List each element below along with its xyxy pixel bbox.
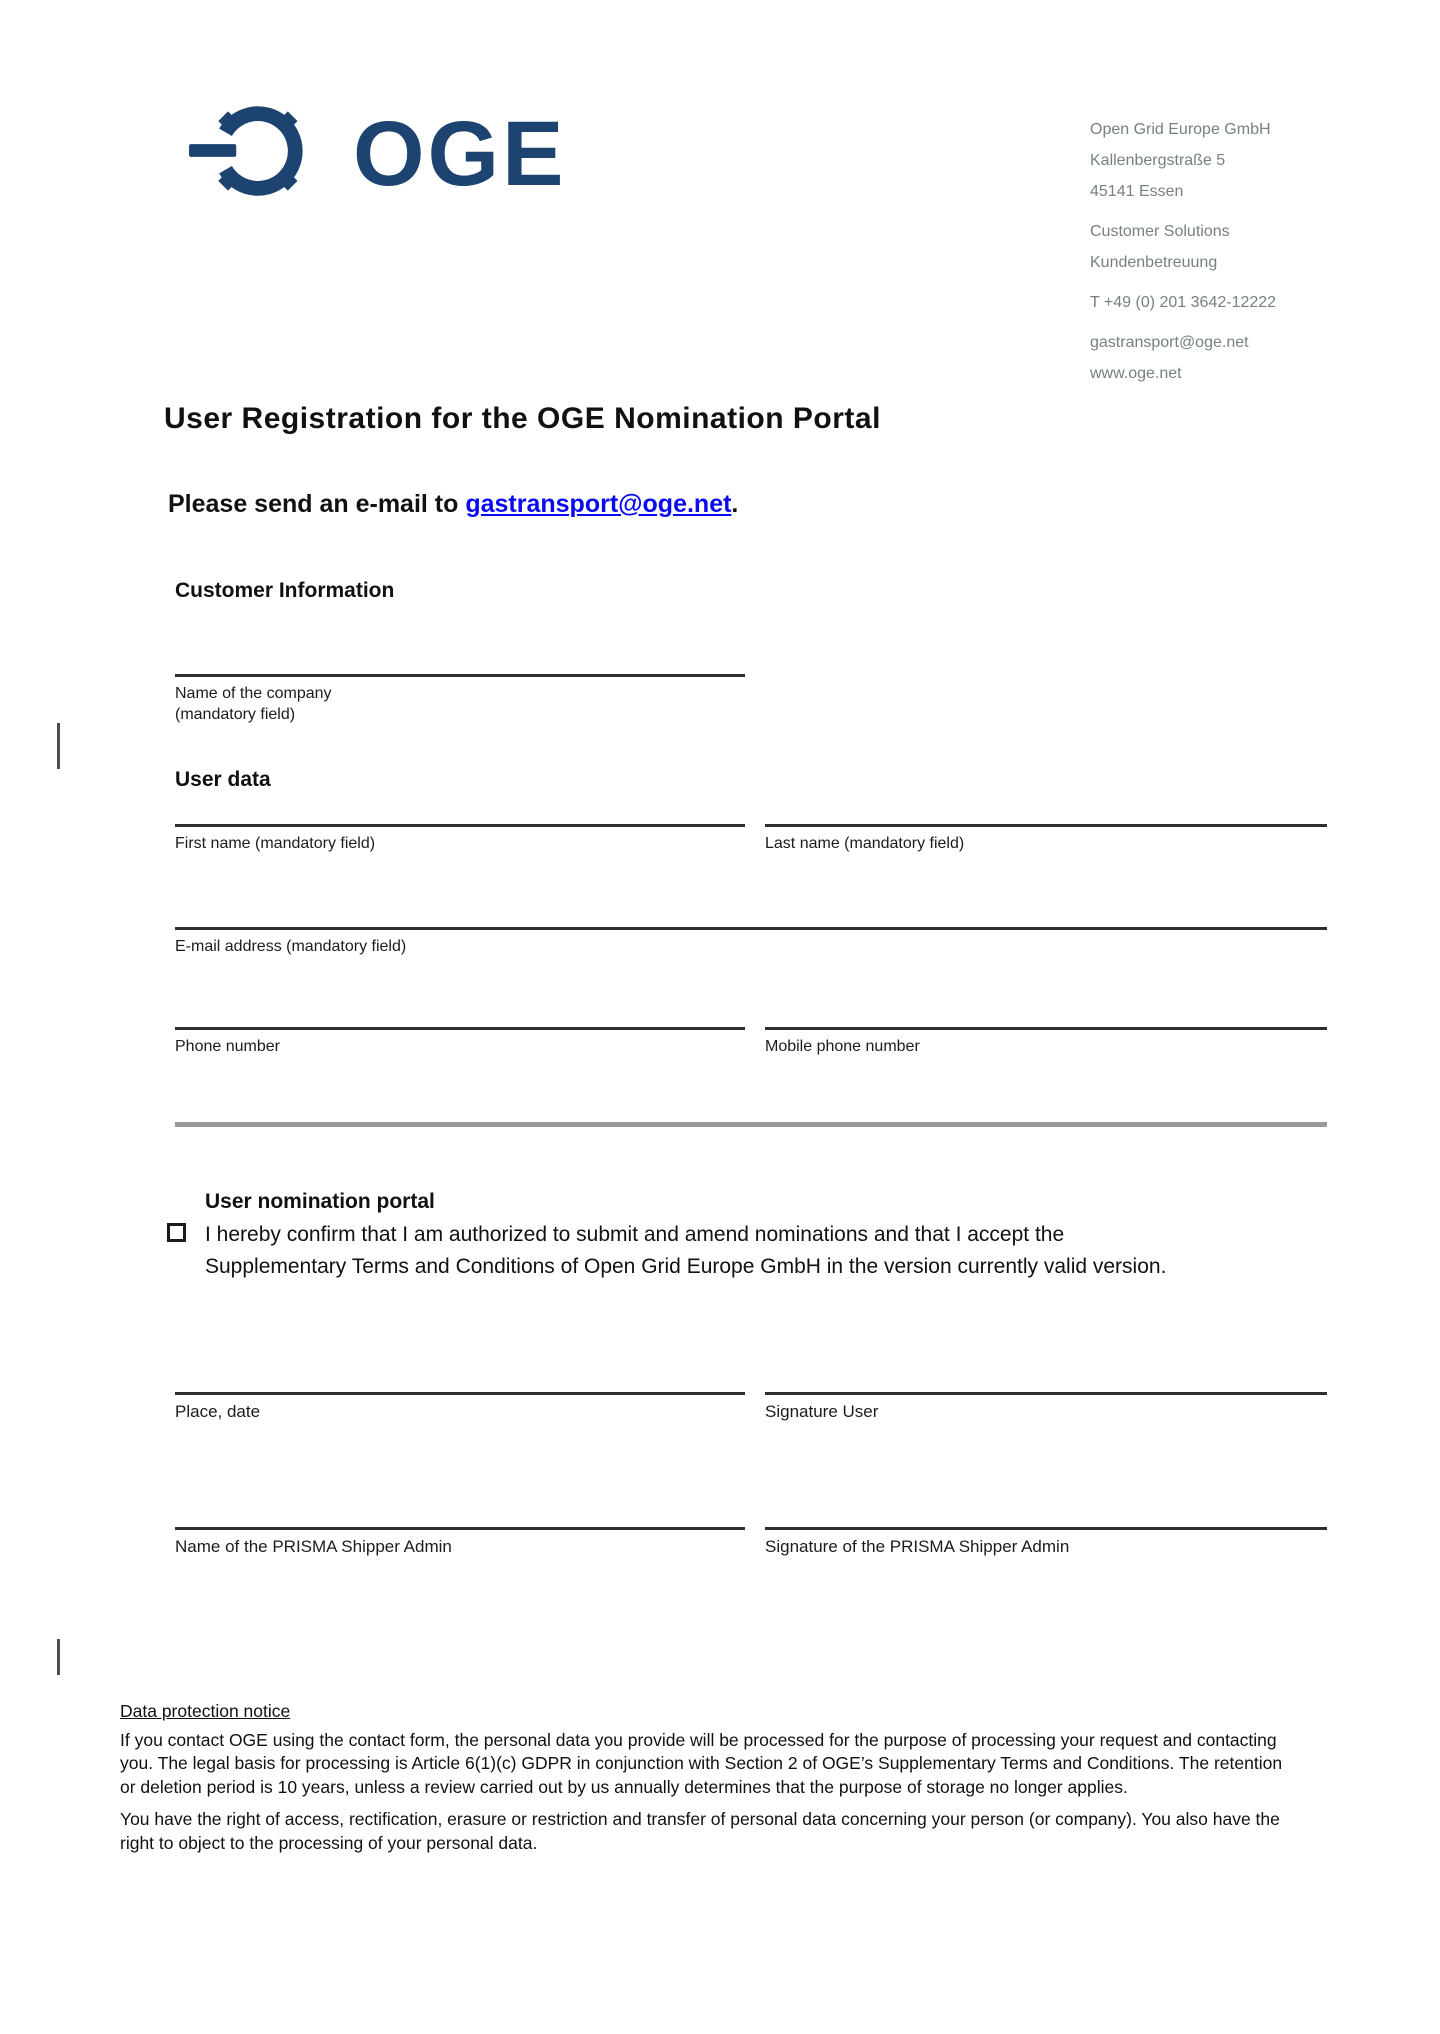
admin-name-label: Name of the PRISMA Shipper Admin <box>175 1537 452 1556</box>
letterhead-city: 45141 Essen <box>1090 183 1184 200</box>
logo-wordmark: OGE <box>353 102 567 205</box>
letterhead-website: www.oge.net <box>1090 365 1182 382</box>
email-line <box>175 927 1327 930</box>
last-name-line <box>765 824 1327 827</box>
company-name-label-line2: (mandatory field) <box>175 706 296 723</box>
intro-line <box>168 490 738 519</box>
company-name-label <box>175 683 745 725</box>
data-protection-paragraph2: You have the right of access, rectification, erasure or restriction and transfer of personal data concerning your person (or company). You also have the right to object to the processing of your personal data. <box>120 1809 1280 1853</box>
phone-field <box>175 1027 745 1057</box>
last-name-field <box>765 824 1327 854</box>
first-name-line <box>175 824 745 827</box>
first-name-field <box>175 824 745 854</box>
letterhead-street: Kallenbergstraße 5 <box>1090 152 1226 169</box>
admin-signature-field <box>765 1527 1327 1557</box>
customer-information-heading: Customer Information <box>175 579 395 602</box>
confirmation-line1: I hereby confirm that I am authorized to submit and amend nominations and that I accept the <box>205 1223 1065 1246</box>
nomination-portal-heading: User nomination portal <box>205 1190 435 1213</box>
letterhead-company: Open Grid Europe GmbH <box>1090 121 1271 138</box>
confirmation-text <box>205 1219 1355 1283</box>
confirmation-checkbox[interactable] <box>167 1223 186 1242</box>
oge-logo <box>175 92 566 215</box>
oge-pipe-mark-icon <box>175 92 327 215</box>
place-date-line <box>175 1392 745 1395</box>
mobile-phone-line <box>765 1027 1327 1030</box>
phone-line <box>175 1027 745 1030</box>
email-link[interactable]: gastransport@oge.net <box>465 490 732 518</box>
intro-prefix: Please send an e-mail to <box>168 490 466 518</box>
first-name-label: First name (mandatory field) <box>175 835 376 852</box>
intro-suffix: . <box>731 490 739 518</box>
email-field <box>175 927 1327 957</box>
signature-user-field <box>765 1392 1327 1422</box>
email-label: E-mail address (mandatory field) <box>175 938 407 955</box>
admin-name-line <box>175 1527 745 1530</box>
place-date-label: Place, date <box>175 1402 261 1421</box>
letterhead-dept-de: Kundenbetreuung <box>1090 254 1218 271</box>
user-data-heading: User data <box>175 768 271 791</box>
data-protection-paragraph1: If you contact OGE using the contact form, the personal data you provide will be processed for the purpose of processing your request and contacting you. The legal basis for processing is Article 6(1)(c) GDPR in conjunction with Section 2 of OGE’s Supplementary Terms and Conditions. The retention or deletion period is 10 years, unless a review carried out by us annually determines that the purpose of storage no longer applies. <box>120 1729 1283 1797</box>
signature-user-label: Signature User <box>765 1402 879 1421</box>
data-protection-notice <box>120 1700 1288 1864</box>
page-title: User Registration for the OGE Nomination Portal <box>164 402 881 435</box>
place-date-field <box>175 1392 745 1422</box>
company-name-field <box>175 674 745 725</box>
signature-user-line <box>765 1392 1327 1395</box>
revision-change-bar <box>57 723 60 769</box>
letterhead-email: gastransport@oge.net <box>1090 334 1249 351</box>
company-name-line <box>175 674 745 677</box>
last-name-label: Last name (mandatory field) <box>765 835 965 852</box>
letterhead-dept-en: Customer Solutions <box>1090 223 1230 240</box>
mobile-phone-label: Mobile phone number <box>765 1038 920 1055</box>
company-name-label-line1: Name of the company <box>175 685 332 702</box>
section-divider <box>175 1122 1327 1127</box>
admin-signature-label: Signature of the PRISMA Shipper Admin <box>765 1537 1070 1556</box>
admin-name-field <box>175 1527 745 1557</box>
phone-label: Phone number <box>175 1038 280 1055</box>
mobile-phone-field <box>765 1027 1327 1057</box>
admin-signature-line <box>765 1527 1327 1530</box>
letterhead-phone: T +49 (0) 201 3642-12222 <box>1090 294 1277 311</box>
data-protection-heading: Data protection notice <box>120 1701 291 1721</box>
letterhead <box>1090 114 1276 398</box>
confirmation-line2: Supplementary Terms and Conditions of Open Grid Europe GmbH in the version currently valid version. <box>205 1255 1167 1278</box>
revision-change-bar <box>57 1639 60 1675</box>
